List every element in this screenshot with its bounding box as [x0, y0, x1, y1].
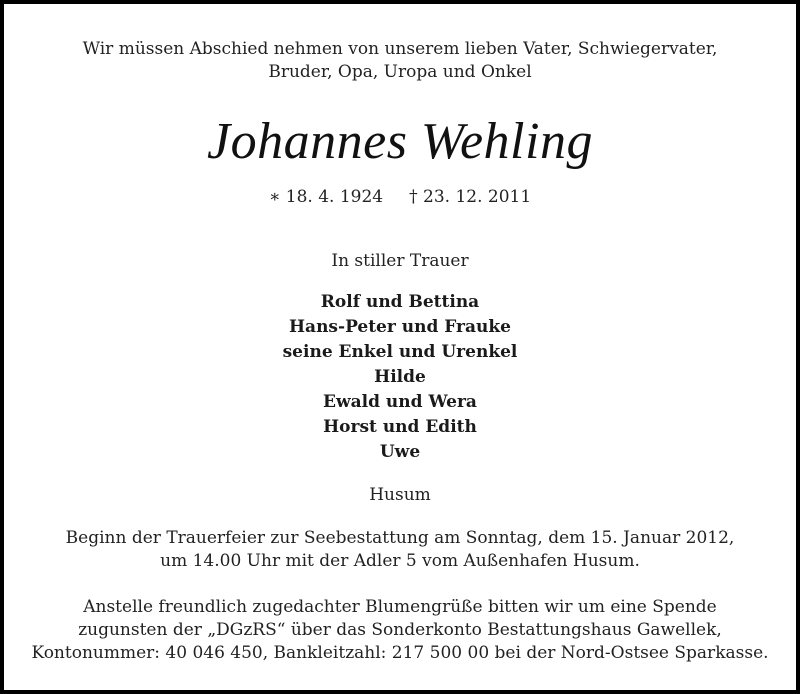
death-date: † 23. 12. 2011 — [409, 187, 532, 207]
intro-line-1: Wir müssen Abschied nehmen von unserem lieben Vater, Schwiegervater, — [82, 39, 718, 59]
ceremony-line-1: Beginn der Trauerfeier zur Seebestattung am Sonntag, dem 15. Januar 2012, — [65, 528, 735, 548]
life-dates — [4, 186, 796, 208]
family-member: Horst und Edith — [323, 417, 477, 437]
family-member: seine Enkel und Urenkel — [282, 342, 518, 362]
birth-date: ∗ 18. 4. 1924 — [268, 187, 384, 207]
family-member: Hilde — [374, 367, 426, 387]
family-member: Rolf und Bettina — [320, 292, 480, 312]
place-line: Husum — [369, 485, 431, 505]
family-member: Ewald und Wera — [323, 392, 477, 412]
donation-line-2: zugunsten der „DGzRS“ über das Sonderkonto Bestattungshaus Gawellek, — [78, 620, 722, 640]
mourning-line: In stiller Trauer — [331, 251, 469, 271]
donation-line-1: Anstelle freundlich zugedachter Blumengrüße bitten wir um eine Spende — [83, 597, 717, 617]
family-member: Hans-Peter und Frauke — [289, 317, 511, 337]
deceased-name: Johannes Wehling — [207, 113, 593, 170]
donation-line-3: Kontonummer: 40 046 450, Bankleitzahl: 217 500 00 bei der Nord-Ostsee Sparkasse. — [31, 643, 769, 663]
ceremony-line-2: um 14.00 Uhr mit der Adler 5 vom Außenhafen Husum. — [160, 551, 640, 571]
intro-line-2: Bruder, Opa, Uropa und Onkel — [268, 62, 532, 82]
family-member: Uwe — [379, 442, 421, 462]
